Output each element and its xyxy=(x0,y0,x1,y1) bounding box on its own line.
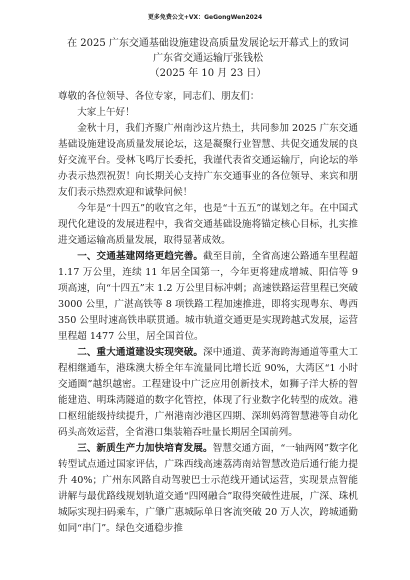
paragraph-text: 金秋十月，我们齐聚广州南沙这片热土，共同参加 2025 广东交通基础设施建设高质量发展论坛，这是凝聚行业智慧、共促交通发展的良好交流平台。受林飞鸣厅长委托，我谨代表省交通运输厅，向论坛的举办表示热烈祝贺！向长期关心支持广东交通事业的各位领导、来宾和朋友们表示热烈欢迎和诚挚问候！ xyxy=(58,123,358,198)
section-heading: 二、重大通道建设实现突破。 xyxy=(77,347,204,358)
title-line: 在 2025 广东交通基础设施建设高质量发展论坛开幕式上的致词 xyxy=(67,38,349,49)
author-line: 广东省交通运输厅张钱松 xyxy=(153,53,263,64)
greeting: 大家上午好！ xyxy=(77,107,135,118)
paragraph-text: 智慧交通方面，“一轴两网”数字化转型试点通过国家评估，广珠西线高速荔湾南站智慧改造后通行能力提升 40%；广州东风路自动驾驶巴士示范线开通试运营，实现景点智能讲解与最优路线规划轨道交通“四网融合”取得突破性进展，广深、珠机城际实现扫码乘车，广肇广惠城际单日客流突破 20 万人次，跨城通勤如同“串门”。绿色交通稳步推 xyxy=(58,443,359,534)
document-body xyxy=(58,36,358,537)
paragraph-4 xyxy=(58,345,358,441)
section-heading: 三、新质生产力加快培育发展。 xyxy=(77,443,213,454)
paragraph-1 xyxy=(58,121,358,201)
salutation: 尊敬的各位领导、各位专家，同志们、朋友们： xyxy=(58,91,260,102)
paragraph-5 xyxy=(58,441,358,537)
section-heading: 一、交通基建网络更趋完善。 xyxy=(77,251,204,262)
header-note: 更多免费公文+VX：GeGongWen2024 xyxy=(147,14,263,21)
paragraph-3 xyxy=(58,249,358,345)
document-title xyxy=(58,36,358,81)
paragraph-text: 截至目前，全省高速公路通车里程超 1.17 万公里，连续 11 年居全国第一，今年更将建成增城、阳信等 9 项高速，向“十四五”末 1.2 万公里目标冲刺；高速铁路运营里程已突破 3000 公里，广湛高铁等 8 项铁路工程加速推进，即将实现粤东、粤西 350 公里时速高铁串联贯通。城市轨道交通更是实现跨越式发展，运营里程超 1477 公里，居全国首位。 xyxy=(58,251,359,342)
paragraph-text: 今年是“十四五”的收官之年，也是“十五五”的谋划之年。在中国式现代化建设的发展进程中，我省交通基础设施将锚定核心目标，扎实推进交通运输高质量发展，取得显著成效。 xyxy=(58,203,358,246)
paragraph-text: 深中通道、黄茅海跨海通道等重大工程相继通车，港珠澳大桥全年车流量同比增长近 90%，大湾区“1 小时交通圈”越织越密。工程建设中广泛应用创新技术，如狮子洋大桥的智能建造、明珠湾隧道的数字化管控，体现了行业数字化转型的成效。港口枢纽能级持续提升，广州港南沙港区四期、深圳妈湾智慧港等自动化码头高效运营，全省港口集装箱吞吐量长期居全国前列。 xyxy=(58,347,359,438)
date-line: （2025 年 10 月 23 日） xyxy=(149,68,267,79)
paragraph-2 xyxy=(58,201,358,249)
